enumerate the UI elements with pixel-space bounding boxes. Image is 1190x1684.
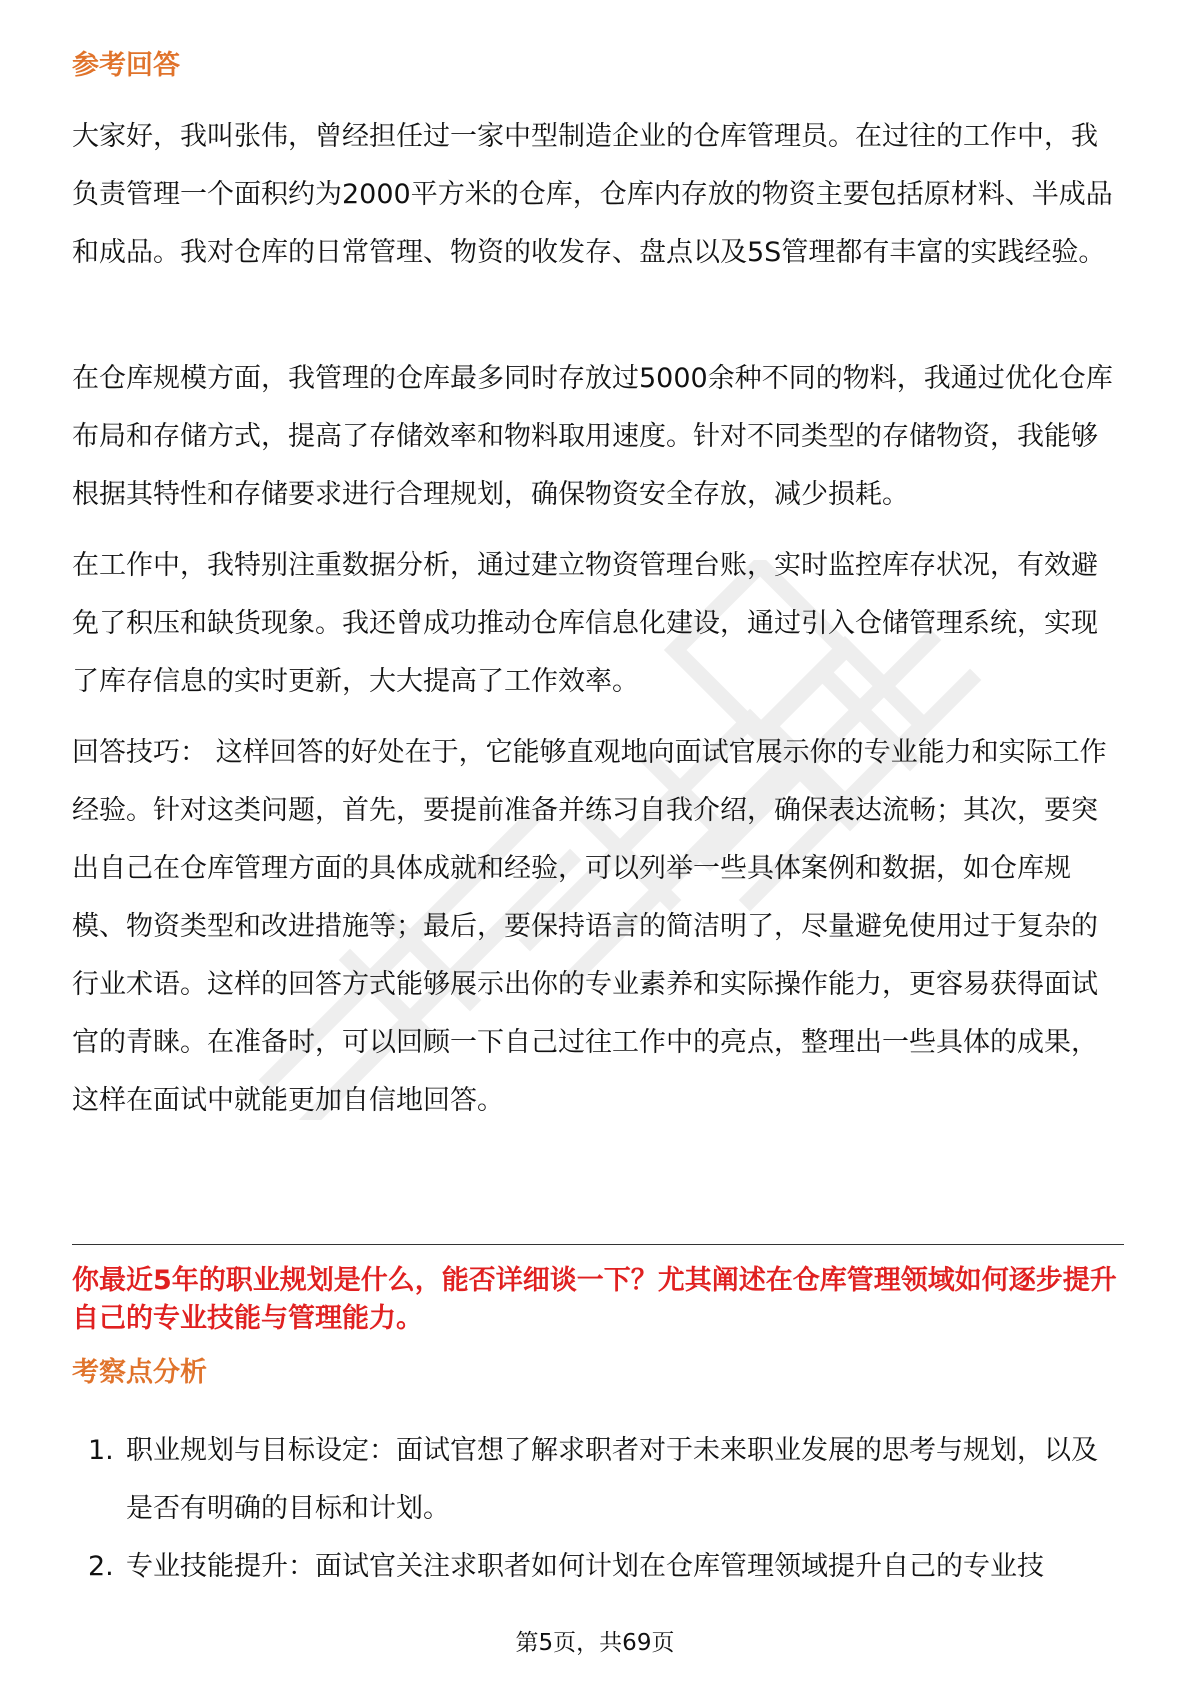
answer-paragraph-2: 在仓库规模方面，我管理的仓库最多同时存放过5000余种不同的物料，我通过优化仓库布局和存储方式，提高了存储效率和物料取用速度。针对不同类型的存储物资，我能够根据其特性和存储要求进行合理规划，确保物资安全存放，减少损耗。 <box>72 363 1113 510</box>
page-footer: 第5页，共69页 <box>515 1630 675 1656</box>
analysis-heading: 考察点分析 <box>72 1357 207 1388</box>
analysis-list <box>72 1422 1124 1596</box>
answer-paragraph-1: 大家好，我叫张伟，曾经担任过一家中型制造企业的仓库管理员。在过往的工作中，我负责管理一个面积约为2000平方米的仓库，仓库内存放的物资主要包括原材料、半成品和成品。我对仓库的日常管理、物资的收发存、盘点以及5S管理都有丰富的实践经验。 <box>72 121 1113 268</box>
section-divider <box>72 1244 1124 1245</box>
list-item-text: 专业技能提升：面试官关注求职者如何计划在仓库管理领域提升自己的专业技 <box>126 1551 1044 1582</box>
list-item-number: 1. <box>88 1435 114 1466</box>
answer-heading: 参考回答 <box>72 50 180 81</box>
interview-question: 你最近5年的职业规划是什么，能否详细谈一下？尤其阐述在仓库管理领域如何逐步提升自己的专业技能与管理能力。 <box>72 1265 1117 1334</box>
list-item-text: 职业规划与目标设定：面试官想了解求职者对于未来职业发展的思考与规划，以及是否有明确的目标和计划。 <box>126 1435 1098 1524</box>
list-item <box>72 1538 1124 1596</box>
list-item-number: 2. <box>88 1551 114 1582</box>
answer-paragraph-3: 在工作中，我特别注重数据分析，通过建立物资管理台账，实时监控库存状况，有效避免了积压和缺货现象。我还曾成功推动仓库信息化建设，通过引入仓储管理系统，实现了库存信息的实时更新，大大提高了工作效率。 <box>72 550 1098 697</box>
answer-tips-paragraph: 回答技巧： 这样回答的好处在于，它能够直观地向面试官展示你的专业能力和实际工作经验。针对这类问题，首先，要提前准备并练习自我介绍，确保表达流畅；其次，要突出自己在仓库管理方面的具体成就和经验，可以列举一些具体案例和数据，如仓库规模、物资类型和改进措施等；最后，要保持语言的简洁明了，尽量避免使用过于复杂的行业术语。这样的回答方式能够展示出你的专业素养和实际操作能力，更容易获得面试官的青睐。在准备时，可以回顾一下自己过往工作中的亮点，整理出一些具体的成果，这样在面试中就能更加自信地回答。 <box>72 737 1107 1116</box>
list-item <box>72 1422 1124 1538</box>
